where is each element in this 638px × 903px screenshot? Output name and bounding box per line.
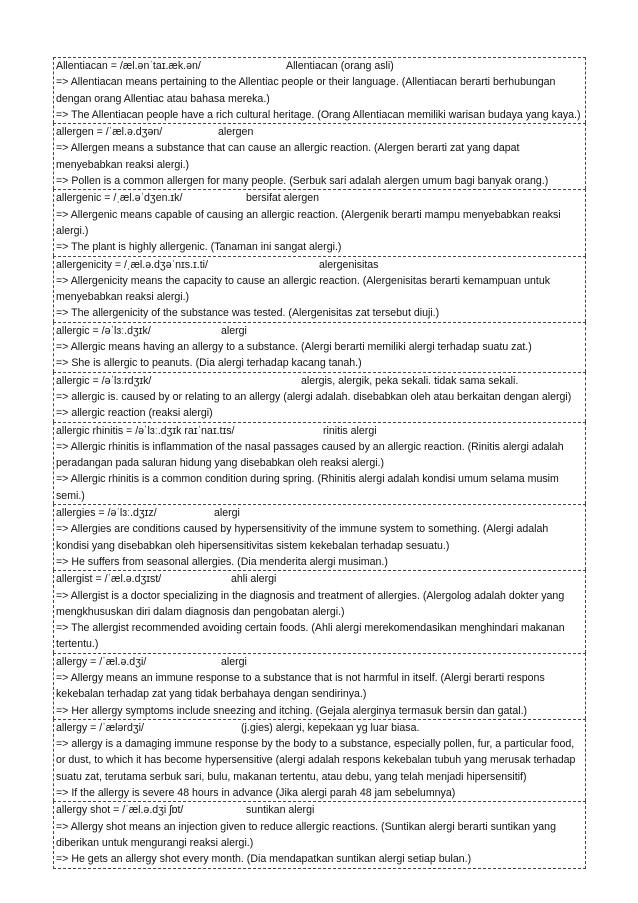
entry-example: => The plant is highly allergenic. (Tanaman ini sangat alergi.): [56, 241, 342, 254]
entry-term: allergenicity = /ˌæl.ə.dʒəˈnɪs.ɪ.ti/: [56, 258, 208, 271]
entry-headword-line: [56, 423, 583, 439]
dictionary-entry: [53, 322, 586, 372]
dictionary-entry: [53, 653, 586, 719]
entry-definition: => Allergic means having an allergy to a substance. (Alergi berarti memiliki alergi terhadap suatu zat.): [56, 341, 532, 354]
entry-headword-line: [56, 571, 583, 587]
entry-definition: => Allergenic means capable of causing an allergic reaction. (Alergenik berarti mampu menyebabkan reaksi alergi.): [56, 208, 561, 237]
entry-example: => If the allergy is severe 48 hours in advance (Jika alergi parah 48 jam sebelumnya): [56, 787, 456, 800]
entry-example: => The Allentiacan people have a rich cultural heritage. (Orang Allentiacan memiliki warisan budaya yang kaya.): [56, 108, 581, 121]
entry-term: allergy = /ˈælərdʒi/: [56, 721, 144, 734]
entry-term: allergy shot = /ˈæl.ə.dʒi ʃɒt/: [56, 804, 184, 817]
entry-translation: bersifat alergen: [246, 192, 320, 205]
entry-headword-line: [56, 654, 583, 670]
entry-example: => The allergist recommended avoiding certain foods. (Ahli alergi merekomendasikan menghindari makanan tertentu.): [56, 622, 565, 651]
entry-example: => Pollen is a common allergen for many people. (Serbuk sari adalah alergen umum bagi banyak orang.): [56, 175, 549, 188]
entry-term: allergic rhinitis = /əˈlɜː.dʒɪk raɪˈnaɪ.tɪs/: [56, 424, 235, 437]
entry-definition: => Allergen means a substance that can cause an allergic reaction. (Alergen berarti zat yang dapat menyebabkan reaksi alergi.): [56, 142, 520, 171]
entry-headword-line: [56, 257, 583, 273]
entry-term: allergenic = /ˌæl.əˈdʒen.ɪk/: [56, 192, 183, 205]
entry-translation: alergi: [214, 507, 240, 520]
entry-translation: alergen: [218, 126, 254, 139]
entry-headword-line: [56, 720, 583, 736]
entry-definition: => Allergy shot means an injection given to reduce allergic reactions. (Suntikan alergi berarti suntikan yang diberikan untuk mengurangi reaksi alergi.): [56, 820, 556, 849]
dictionary-entry: [53, 422, 586, 504]
entry-definition: => Allergies are conditions caused by hypersensitivity of the immune system to something. (Alergi adalah kondisi yang disebabkan oleh hipersensitivitas sistem kekebalan terhadap sesuatu.): [56, 523, 549, 552]
dictionary-entry: [53, 372, 586, 422]
dictionary-entry: [53, 504, 586, 570]
dictionary-entry: [53, 189, 586, 255]
entry-translation: rinitis alergi: [323, 424, 377, 437]
dictionary-entry: [53, 256, 586, 322]
entry-translation: alergi: [221, 324, 247, 337]
entry-headword-line: [56, 802, 583, 818]
dictionary-entry: [53, 57, 586, 123]
entry-headword-line: [56, 373, 583, 389]
entry-headword-line: [56, 124, 583, 140]
entry-translation: suntikan alergi: [246, 804, 315, 817]
entry-translation: alergenisitas: [319, 258, 379, 271]
entry-translation: alergi: [221, 655, 247, 668]
entry-example: => Allergic rhinitis is a common condition during spring. (Rhinitis alergi adalah kondisi umum selama musim semi.): [56, 473, 559, 502]
entry-headword-line: [56, 323, 583, 339]
dictionary-entry: [53, 719, 586, 801]
entry-example: => allergic reaction (reaksi alergi): [56, 407, 213, 420]
entry-translation: ahli alergi: [231, 573, 277, 586]
entry-definition: => Allergist is a doctor specializing in the diagnosis and treatment of allergies. (Alergolog adalah dokter yang mengkhususkan diri dalam diagnosis dan pengobatan alergi.): [56, 589, 565, 618]
entry-term: allergic = /əˈlɜː.dʒɪk/: [56, 324, 151, 337]
entry-translation: alergis, alergik, peka sekali. tidak sama sekali.: [301, 374, 519, 387]
entry-headword-line: [56, 505, 583, 521]
entry-definition: => Allergic rhinitis is inflammation of the nasal passages caused by an allergic reaction. (Rinitis alergi adalah peradangan pada saluran hidung yang disebabkan oleh reaksi alergi.): [56, 440, 564, 470]
dictionary-entry: [53, 570, 586, 652]
entry-definition: => Allergy means an immune response to a substance that is not harmful in itself. (Alergi berarti respons kekebalan terhadap zat yang tidak berbahaya dengan sendirinya.): [56, 671, 545, 701]
entry-term: allergen = /ˈæl.ə.dʒən/: [56, 126, 163, 139]
dictionary-entry: [53, 123, 586, 189]
entry-headword-line: [56, 190, 583, 206]
entry-term: allergist = /ˈæl.ə.dʒɪst/: [56, 573, 162, 586]
entry-headword-line: [56, 58, 583, 74]
entry-list: [53, 57, 586, 869]
entry-definition: => allergy is a damaging immune response by the body to a substance, especially pollen, fur, a particular food, or dust, to which it has become hypersensitive (alergi adalah respons kekebalan tubuh yang merusak terhadap suatu zat, terutama serbuk sari, bulu, makanan tertentu, atau debu, yang telah menjadi hipersensitif): [56, 738, 576, 783]
entry-example: => The allergenicity of the substance was tested. (Alergenisitas zat tersebut diuji.): [56, 307, 440, 320]
entry-translation: (j.gies) alergi, kepekaan yg luar biasa.: [241, 721, 420, 734]
dictionary-entry: [53, 801, 586, 868]
entry-term: Allentiacan = /æl.ənˈtaɪ.æk.ən/: [56, 60, 201, 72]
entry-definition: => Allentiacan means pertaining to the Allentiac people or their language. (Allentiacan berarti berhubungan dengan orang Allentiac atau bahasa mereka.): [56, 76, 556, 105]
entry-term: allergy = /ˈæl.ə.dʒi/: [56, 655, 147, 668]
entry-term: allergic = /əˈlɜːrdʒɪk/: [56, 374, 152, 387]
entry-definition: => allergic is. caused by or relating to an allergy (alergi adalah. disebabkan oleh atau berkaitan dengan alergi): [56, 390, 572, 403]
entry-translation: Allentiacan (orang asli): [286, 60, 394, 72]
entry-example: => She is allergic to peanuts. (Dia alergi terhadap kacang tanah.): [56, 357, 362, 370]
entry-example: => Her allergy symptoms include sneezing and itching. (Gejala alerginya termasuk bersin dan gatal.): [56, 704, 528, 717]
entry-definition: => Allergenicity means the capacity to cause an allergic reaction. (Alergenisitas berarti kemampuan untuk menyebabkan reaksi alergi.): [56, 274, 551, 304]
entry-example: => He gets an allergy shot every month. (Dia mendapatkan suntikan alergi setiap bulan.): [56, 853, 472, 866]
entry-example: => He suffers from seasonal allergies. (Dia menderita alergi musiman.): [56, 555, 388, 568]
entry-term: allergies = /əˈlɜː.dʒɪz/: [56, 507, 157, 520]
dictionary-page: [53, 57, 586, 869]
